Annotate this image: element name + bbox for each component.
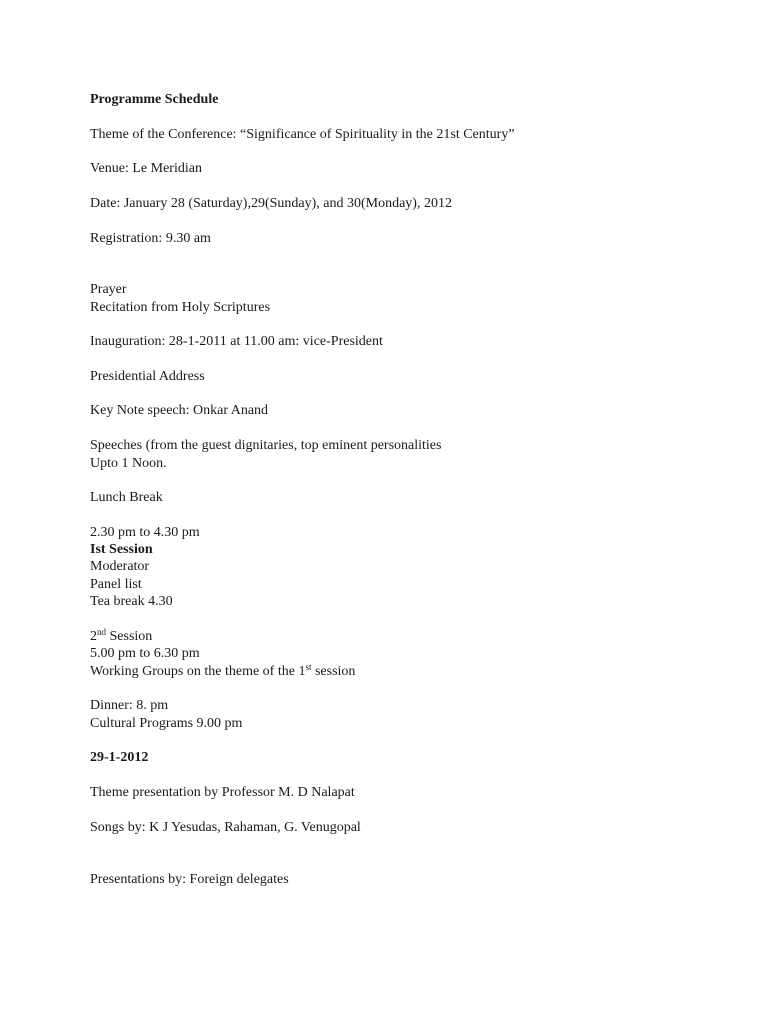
session2-ordinal-suffix: nd <box>97 627 106 637</box>
upto-noon-line: Upto 1 Noon. <box>90 456 167 471</box>
registration-line: Registration: 9.30 am <box>90 231 211 246</box>
tea-break-line: Tea break 4.30 <box>90 594 173 609</box>
speeches-line: Speeches (from the guest dignitaries, top eminent personalities <box>90 438 442 453</box>
date-line: Date: January 28 (Saturday),29(Sunday), and 30(Monday), 2012 <box>90 196 452 211</box>
working-groups-tail: session <box>311 664 356 679</box>
working-groups-line <box>90 663 355 680</box>
lunch-break-line: Lunch Break <box>90 490 163 505</box>
prayer-line: Prayer <box>90 282 127 297</box>
moderator-line: Moderator <box>90 559 150 574</box>
dinner-line: Dinner: 8. pm <box>90 698 169 713</box>
working-groups-text: Working Groups on the theme of the 1 <box>90 664 306 679</box>
session2-number: 2 <box>90 629 97 644</box>
session1-title: Ist Session <box>90 542 153 557</box>
songs-line: Songs by: K J Yesudas, Rahaman, G. Venugopal <box>90 820 361 835</box>
recitation-line: Recitation from Holy Scriptures <box>90 300 271 315</box>
keynote-line: Key Note speech: Onkar Anand <box>90 403 269 418</box>
document-heading: Programme Schedule <box>90 92 219 107</box>
session2-title <box>90 628 152 645</box>
session1-time-line: 2.30 pm to 4.30 pm <box>90 525 200 540</box>
session2-label: Session <box>106 629 153 644</box>
cultural-programs-line: Cultural Programs 9.00 pm <box>90 716 243 731</box>
presidential-address-line: Presidential Address <box>90 369 205 384</box>
day2-date-heading: 29-1-2012 <box>90 750 149 765</box>
presentations-line: Presentations by: Foreign delegates <box>90 872 289 887</box>
theme-presentation-line: Theme presentation by Professor M. D Nalapat <box>90 785 355 800</box>
panel-list-line: Panel list <box>90 577 142 592</box>
conference-theme: Theme of the Conference: “Significance of Spirituality in the 21st Century” <box>90 127 515 142</box>
venue-line: Venue: Le Meridian <box>90 161 202 176</box>
working-groups-ordinal-suffix: st <box>305 662 312 672</box>
session2-time-line: 5.00 pm to 6.30 pm <box>90 646 200 661</box>
inauguration-line: Inauguration: 28-1-2011 at 11.00 am: vice-President <box>90 334 383 349</box>
